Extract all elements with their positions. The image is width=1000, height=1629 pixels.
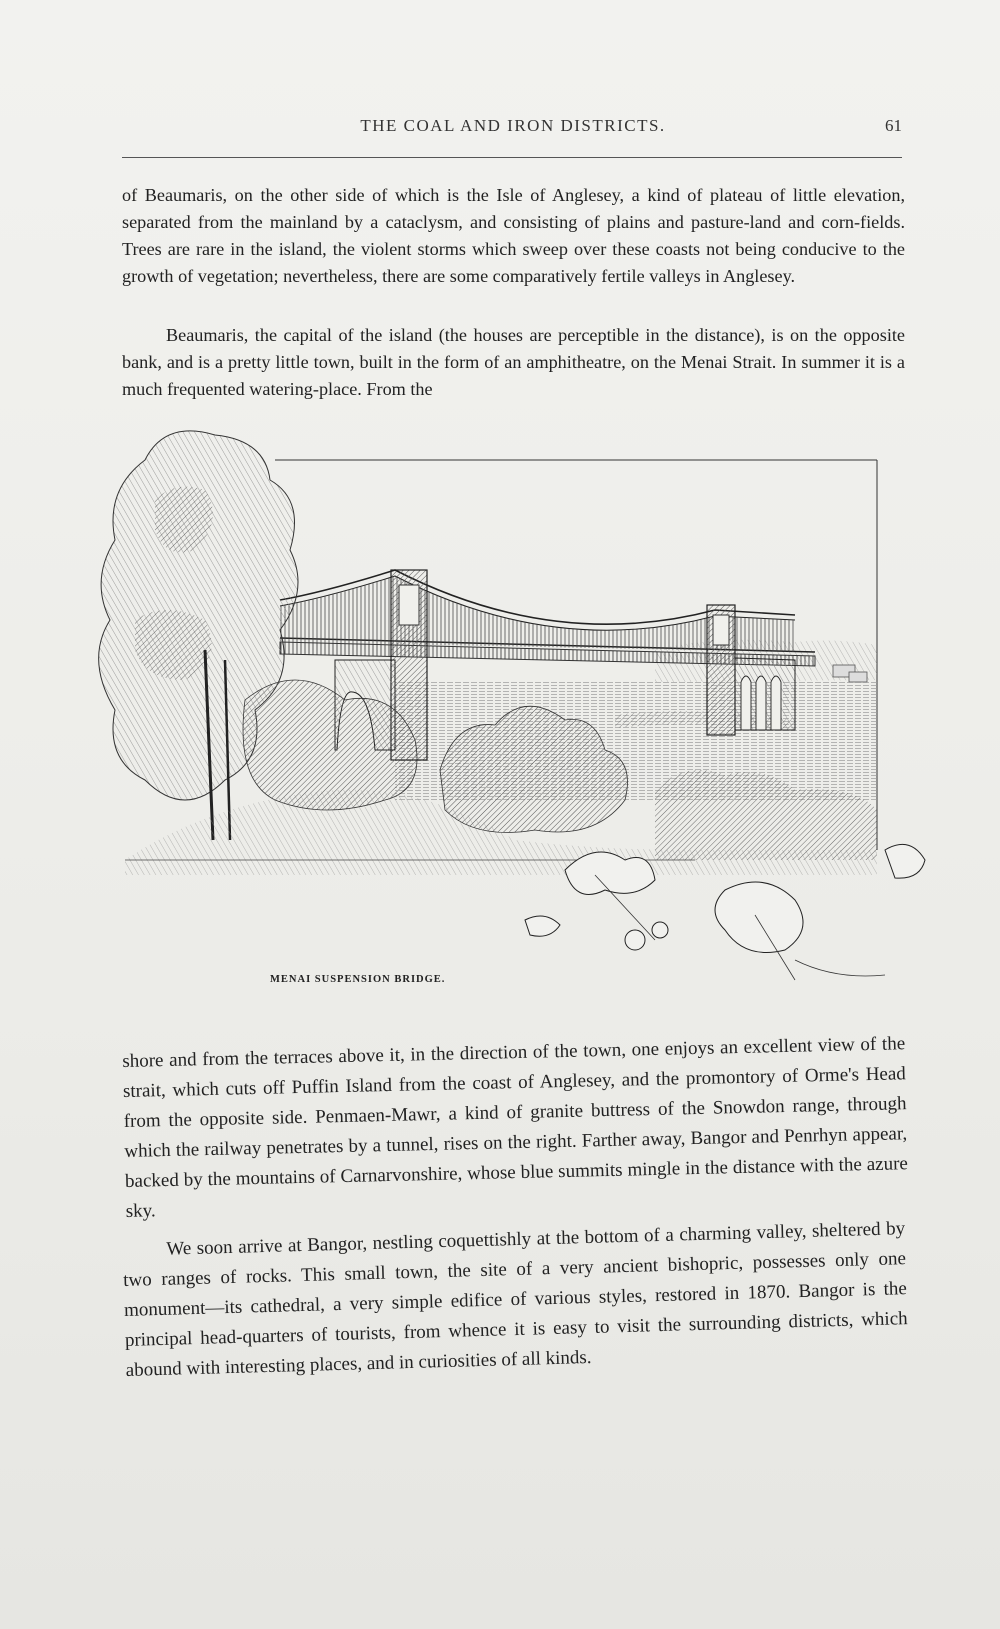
paragraph-2: Beaumaris, the capital of the island (the houses are perceptible in the distance), is on the opposite bank, and is a pretty little town, built in the form of an amphitheatre, on the Menai Strait. In summer it is a much frequented watering-place. From the bbox=[122, 325, 905, 399]
figure-caption: MENAI SUSPENSION BRIDGE. bbox=[270, 974, 446, 985]
paragraph-1: of Beaumaris, on the other side of which is the Isle of Anglesey, a kind of plateau of little elevation, separated from the mainland by a cataclysm, and consisting of plains and pasture-land and corn-fields. Trees are rare in the island, the violent storms which sweep over these coasts not being conducive to the growth of vegetation; nevertheless, there are some comparatively fertile valleys in Anglesey. bbox=[122, 185, 905, 286]
bridge-illustration bbox=[95, 420, 955, 1030]
paragraph-3: shore and from the terraces above it, in the direction of the town, one enjoys an excellent view of the strait, which cuts off Puffin Island from the coast of Anglesey, and the promontory of Orme's Head from the opposite side. Penmaen-Mawr, a kind of granite buttress of the Snowdon range, through which the railway penetrates by a tunnel, rises on the right. Farther away, Bangor and Penrhyn appear, backed by the mountains of Carnarvonshire, whose blue summits mingle in the distance with the azure sky. bbox=[122, 1033, 909, 1222]
page-number: 61 bbox=[885, 116, 902, 135]
running-title: THE COAL AND IRON DISTRICTS. bbox=[360, 116, 666, 135]
paragraph-4: We soon arrive at Bangor, nestling coquettishly at the bottom of a charming valley, sheltered by two ranges of rocks. This small town, the site of a very ancient bishopric, possesses only one monument—its cathedral, a very simple edifice of various styles, restored in 1870. Bangor is the principal head-quarters of tourists, from whence it is easy to visit the surrounding districts, which abound with interesting places, and in curiosities of all kinds. bbox=[122, 1218, 908, 1381]
engraving-menai-bridge bbox=[95, 420, 955, 1030]
page-header bbox=[122, 112, 904, 142]
header-rule bbox=[122, 157, 902, 158]
